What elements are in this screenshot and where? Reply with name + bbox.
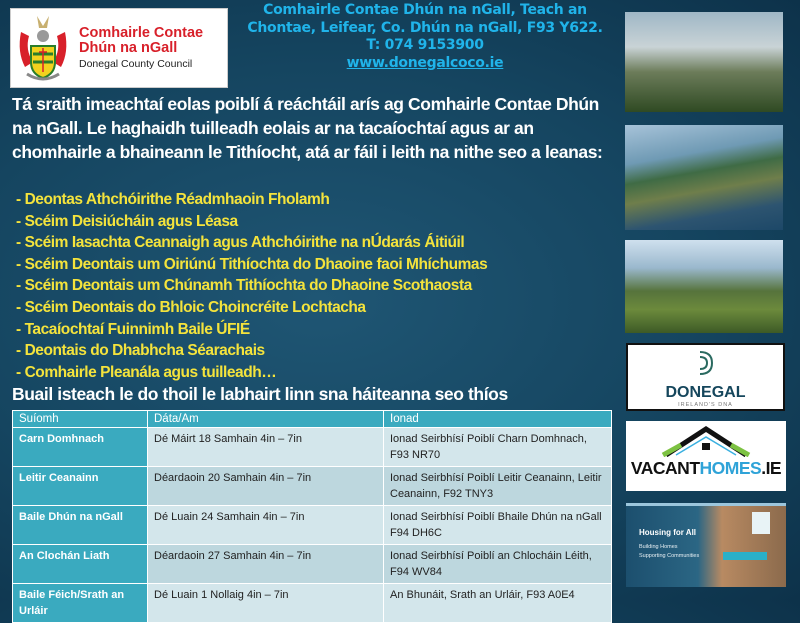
apply-button — [723, 552, 767, 560]
table-row — [13, 584, 612, 623]
location-cell: Baile Dhún na nGall — [13, 506, 148, 545]
list-item: - Scéim Deontais do Bhloic Choincréite Lochtacha — [16, 298, 366, 316]
venue-cell: An Bhunáit, Srath an Urláir, F93 A0E4 — [384, 584, 612, 623]
table-row — [13, 545, 612, 584]
date-cell: Dé Luain 1 Nollaig 4in – 7in — [148, 584, 384, 623]
list-item: - Deontas Athchóirithe Réadmhaoin Fholamh — [16, 191, 330, 208]
date-cell: Déardaoin 27 Samhain 4in – 7in — [148, 545, 384, 584]
donegal-dna-logo — [626, 343, 785, 411]
list-item: - Scéim Deontais um Chúnamh Tithíochta do Dhaoine Scothaosta — [16, 277, 472, 295]
contact-block — [232, 2, 618, 72]
hfa-bullet-2: Supporting Communities — [639, 553, 700, 559]
header-location: Suíomh — [13, 411, 148, 428]
dna-mark-icon — [696, 349, 716, 377]
housing-for-all-banner — [626, 503, 786, 587]
mountain-photo — [625, 240, 783, 333]
homes-text: HOMES — [699, 458, 762, 478]
venue-cell: Ionad Seirbhísí Poiblí Bhaile Dhún na nGall F94 DH6C — [384, 506, 612, 545]
list-item: - Scéim Deisiúcháin agus Léasa — [16, 212, 238, 230]
list-item: - Comhairle Pleanála agus tuilleadh… — [16, 363, 277, 381]
list-item: - Scéim Iasachta Ceannaigh agus Athchóirithe na nÚdarás Áitiúil — [16, 234, 465, 252]
table-row — [13, 506, 612, 545]
list-item: - Tacaíochtaí Fuinnimh Baile ÚFIÉ — [16, 320, 250, 338]
support-list — [16, 189, 487, 383]
intro-paragraph: Tá sraith imeachtaí eolas poiblí á reáchtáil arís ag Comhairle Contae Dhún na nGall. Le haghaidh tuilleadh eolais ar na tacaíochtaí agus ar an chomhairle a bhaineann le Tithíocht, atá ar fáil i leith na nithe seo a leanas: — [12, 94, 603, 162]
date-cell: Dé Luain 24 Samhain 4in – 7in — [148, 506, 384, 545]
vacant-homes-logo — [626, 421, 786, 491]
location-cell: Carn Domhnach — [13, 428, 148, 467]
date-cell: Déardaoin 20 Samhain 4in – 7in — [148, 467, 384, 506]
hfa-bullet-1: Building Homes — [639, 544, 678, 550]
donegal-text: DONEGAL — [665, 384, 746, 401]
location-cell: Baile Féich/Srath an Urláir — [13, 584, 148, 623]
venue-cell: Ionad Seirbhísí Poiblí Charn Domhnach, F93 NR70 — [384, 428, 612, 467]
council-logo — [10, 8, 228, 88]
logo-line-3: Donegal County Council — [79, 58, 193, 71]
hfa-title: Housing for All — [639, 528, 697, 537]
cliffs-photo — [625, 125, 783, 230]
castle-photo — [625, 12, 783, 112]
website-link[interactable]: www.donegalcoco.ie — [346, 54, 504, 71]
crest-icon — [15, 12, 71, 84]
table-row — [13, 467, 612, 506]
location-cell: Leitir Ceanainn — [13, 467, 148, 506]
visit-heading: Buail isteach le do thoil le labhairt linn sna háiteanna seo thíos — [12, 384, 508, 404]
venue-cell: Ionad Seirbhísí Poiblí Leitir Ceanainn, Leitir Ceanainn, F92 TNY3 — [384, 467, 612, 506]
address-text: Comhairle Contae Dhún na nGall, Teach an Chontae, Leifear, Co. Dhún na nGall, F93 Y622. — [247, 2, 603, 36]
vacant-text: VACANT — [630, 458, 700, 478]
venue-cell: Ionad Seirbhísí Poiblí an Chlocháin Léith, F94 WV84 — [384, 545, 612, 584]
logo-line-2: Dhún na nGall — [79, 39, 178, 56]
house-roof-icon — [661, 425, 751, 457]
header-date: Dáta/Am — [148, 411, 384, 428]
qr-code-icon — [752, 512, 770, 534]
ie-text: .IE — [761, 458, 782, 478]
date-cell: Dé Máirt 18 Samhain 4in – 7in — [148, 428, 384, 467]
header-venue: Ionad — [384, 411, 612, 428]
events-table — [12, 410, 612, 623]
list-item: - Scéim Deontais um Oiriúnú Tithíochta do Dhaoine faoi Mhíchumas — [16, 255, 488, 273]
table-row — [13, 428, 612, 467]
logo-line-1: Comhairle Contae — [79, 24, 204, 41]
list-item: - Deontais do Dhabhcha Séarachais — [16, 342, 265, 360]
donegal-tagline: IRELAND'S DNA — [678, 402, 733, 408]
location-cell: An Clochán Liath — [13, 545, 148, 584]
phone-text: T: 074 9153900 — [366, 37, 484, 53]
